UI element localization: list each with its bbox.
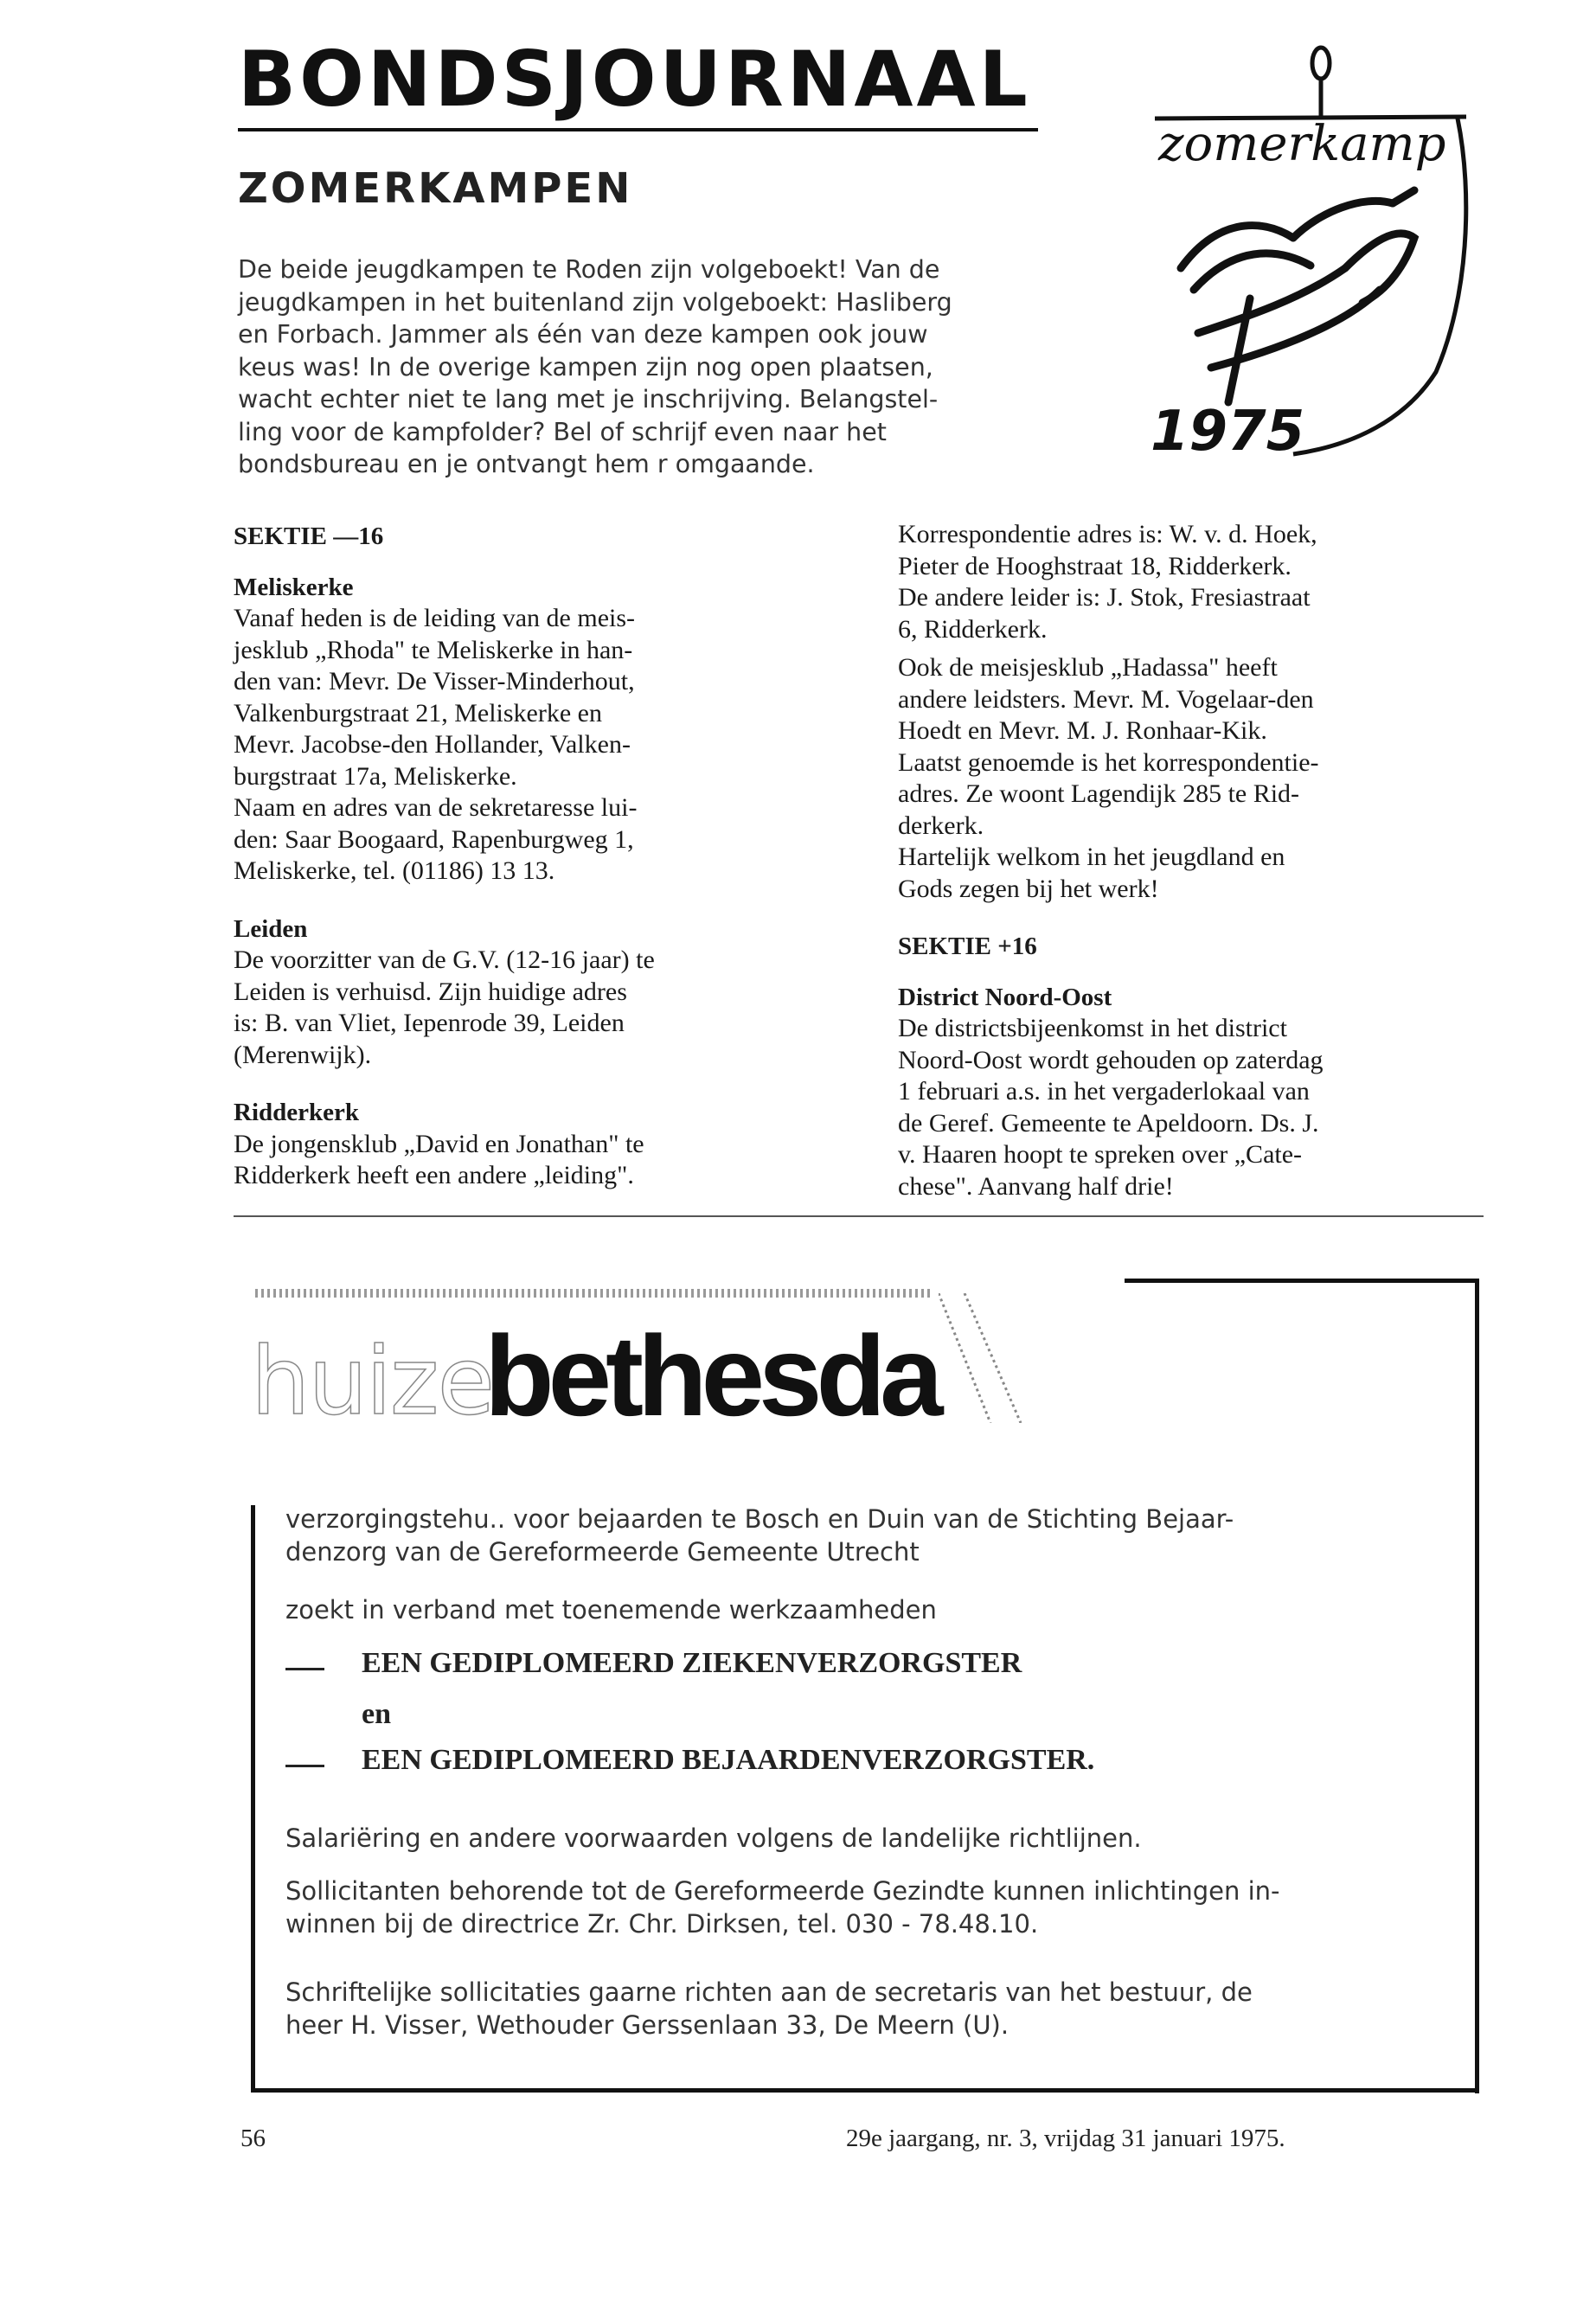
text-line: den van: Mevr. De Visser-Minderhout,	[234, 667, 635, 695]
section-heading: SEKTIE —16	[234, 522, 384, 550]
text-line: Valkenburgstraat 21, Meliskerke en	[234, 698, 602, 727]
left-column	[234, 521, 813, 1192]
text-line: verzorgingstehu.. voor bejaarden te Bosch en Duin van de Stichting Bejaar-	[285, 1504, 1234, 1534]
intro-line: en Forbach. Jammer als één van deze kampen ook jouw	[238, 320, 928, 349]
text-line: burgstraat 17a, Meliskerke.	[234, 761, 517, 791]
text-line: winnen bij de directrice Zr. Chr. Dirksen, tel. 030 - 78.48.10.	[285, 1908, 1039, 1939]
text-line: Vanaf heden is de leiding van de meis-	[234, 604, 636, 632]
text-line: derkerk.	[898, 811, 984, 840]
section-divider	[234, 1215, 1484, 1217]
page-number: 56	[240, 2125, 266, 2152]
text-line: 6, Ridderkerk.	[898, 614, 1048, 644]
text-line: Sollicitanten behorende tot de Gereformeerde Gezindte kunnen inlichtingen in-	[285, 1876, 1280, 1906]
intro-line: ling voor de kampfolder? Bel of schrijf even naar het	[238, 417, 887, 446]
text-line: Noord-Oost wordt gehouden op zaterdag	[898, 1045, 1324, 1074]
text-line: Mevr. Jacobse-den Hollander, Valken-	[234, 730, 631, 759]
text-line: chese". Aanvang half drie!	[898, 1171, 1174, 1201]
text-line: Naam en adres van de sekretaresse lui-	[234, 793, 638, 822]
intro-line: wacht echter niet te lang met je inschrijving. Belangstel-	[238, 385, 939, 413]
bird-icon	[1181, 190, 1414, 402]
paragraph-leiden	[234, 945, 813, 1071]
text-line: De jongensklub „David en Jonathan" te	[234, 1129, 644, 1158]
brand-bethesda: bethesda	[484, 1312, 938, 1439]
text-line: 1 februari a.s. in het vergaderlokaal van	[898, 1077, 1310, 1106]
text-line: andere leidsters. Mevr. M. Vogelaar-den	[898, 684, 1314, 714]
paragraph-korrespondentie	[898, 519, 1477, 645]
ad-and: en	[362, 1698, 391, 1730]
text-line: Hoedt en Mevr. M. J. Ronhaar-Kik.	[898, 716, 1267, 745]
text-line: adres. Ze woont Lagendijk 285 te Rid-	[898, 779, 1300, 808]
text-line: Leiden is verhuisd. Zijn huidige adres	[234, 977, 627, 1006]
issue-line: 29e jaargang, nr. 3, vrijdag 31 januari 1975.	[846, 2125, 1285, 2152]
text-line: jesklub „Rhoda" te Meliskerke in han-	[234, 635, 633, 664]
logo-year: 1975	[1151, 400, 1305, 464]
text-line: denzorg van de Gereformeerde Gemeente Utrecht	[285, 1536, 920, 1567]
text-line: Ook de meisjesklub „Hadassa" heeft	[898, 653, 1278, 682]
brand-huize: huize	[251, 1328, 494, 1436]
ad-border-bottom	[251, 2088, 1479, 2093]
section-heading: SEKTIE +16	[898, 933, 1037, 960]
torch-icon	[1312, 48, 1330, 119]
ad-apply	[285, 1977, 1449, 2041]
ad-job-2: EEN GEDIPLOMEERD BEJAARDENVERZORGSTER.	[362, 1744, 1095, 1776]
text-line: Meliskerke, tel. (01186) 13 13.	[234, 856, 555, 885]
masthead-rule	[238, 128, 1038, 131]
masthead-title: BONDSJOURNAAL	[238, 35, 1031, 124]
ad-job-1: EEN GEDIPLOMEERD ZIEKENVERZORGSTER	[362, 1647, 1022, 1679]
intro-line: keus was! In de overige kampen zijn nog open plaatsen,	[238, 352, 933, 381]
ad-dash	[285, 1765, 324, 1767]
text-line: Laatst genoemde is het korrespondentie-	[898, 747, 1319, 777]
text-line: De andere leider is: J. Stok, Fresiastraat	[898, 583, 1311, 612]
paragraph-meliskerke	[234, 603, 813, 888]
ad-border-left	[251, 1505, 255, 2088]
intro-line: bondsbureau en je ontvangt hem r omgaande.	[238, 450, 815, 478]
paragraph-district	[898, 1013, 1477, 1202]
text-line: Ridderkerk heeft een andere „leiding".	[234, 1161, 634, 1189]
ad-dotted-rule	[255, 1289, 930, 1298]
intro-paragraph	[238, 253, 1086, 481]
text-line: is: B. van Vliet, Iepenrode 39, Leiden	[234, 1009, 625, 1037]
ad-border-top	[1125, 1279, 1479, 1283]
text-line: heer H. Visser, Wethouder Gerssenlaan 33, De Meern (U).	[285, 2009, 1010, 2040]
text-line: (Merenwijk).	[234, 1040, 372, 1069]
text-line: Gods zegen bij het werk!	[898, 874, 1159, 903]
ad-salary: Salariëring en andere voorwaarden volgens de landelijke richtlijnen.	[285, 1823, 1142, 1853]
zomerkamp-logo	[1146, 39, 1492, 489]
subheading-ridderkerk: Ridderkerk	[234, 1099, 359, 1126]
text-line: de Geref. Gemeente te Apeldoorn. Ds. J.	[898, 1108, 1319, 1138]
section-title: ZOMERKAMPEN	[238, 164, 633, 213]
subheading-district: District Noord-Oost	[898, 983, 1112, 1011]
paragraph-hadassa	[898, 652, 1477, 905]
ad-intro	[285, 1503, 1449, 1568]
text-line: den: Saar Boogaard, Rapenburgweg 1,	[234, 824, 634, 854]
ad-border-right	[1475, 1279, 1479, 2093]
ad-info	[285, 1875, 1449, 1940]
subheading-leiden: Leiden	[234, 914, 308, 943]
right-column	[898, 519, 1477, 1202]
logo-script-text: zomerkamp	[1158, 116, 1446, 172]
text-line: Korrespondentie adres is: W. v. d. Hoek,	[898, 520, 1317, 548]
text-line: Hartelijk welkom in het jeugdland en	[898, 843, 1285, 871]
text-line: Pieter de Hooghstraat 18, Ridderkerk.	[898, 551, 1292, 580]
paragraph-ridderkerk	[234, 1129, 813, 1192]
text-line: Schriftelijke sollicitaties gaarne richten aan de secretaris van het bestuur, de	[285, 1977, 1253, 2007]
text-line: v. Haaren hoopt te spreken over „Cate-	[898, 1140, 1303, 1169]
intro-line: De beide jeugdkampen te Roden zijn volgeboekt! Van de	[238, 255, 940, 284]
ad-decor-lines	[939, 1293, 1025, 1423]
subheading-meliskerke: Meliskerke	[234, 573, 354, 601]
text-line: De voorzitter van de G.V. (12-16 jaar) te	[234, 945, 655, 974]
ad-dash	[285, 1668, 324, 1670]
text-line: De districtsbijeenkomst in het district	[898, 1014, 1287, 1042]
intro-line: jeugdkampen in het buitenland zijn volgeboekt: Hasliberg	[238, 287, 952, 317]
ad-seeks: zoekt in verband met toenemende werkzaamheden	[285, 1595, 937, 1625]
